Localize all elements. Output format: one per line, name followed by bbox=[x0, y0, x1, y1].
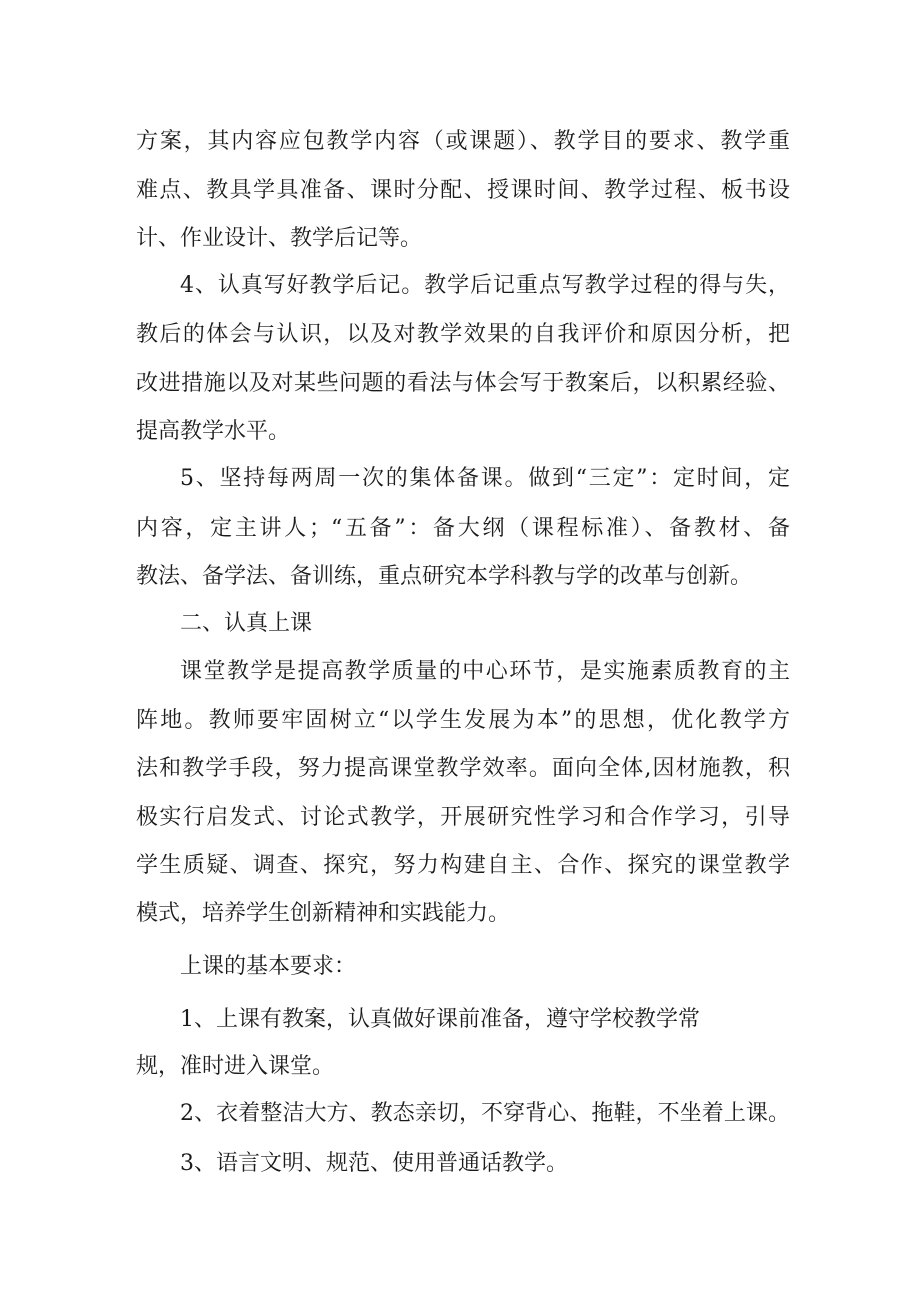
text-line: 计、作业设计、教学后记等。 bbox=[136, 226, 423, 251]
text-line: 3、语言文明、规范、使用普通话教学。 bbox=[180, 1151, 568, 1176]
text-line: 极实行启发式、讨论式教学，开展研究性学习和合作学习，引导 bbox=[136, 805, 790, 830]
text-line: 阵地。教师要牢固树立“以学生发展为本”的思想，优化教学方 bbox=[136, 708, 790, 733]
text-line: 上课的基本要求： bbox=[180, 954, 357, 979]
text-line: 规，准时进入课堂。 bbox=[136, 1054, 335, 1079]
text-line: 法和教学手段，努力提高课堂教学效率。面向全体,因材施教，积 bbox=[136, 756, 790, 781]
section-heading: 二、认真上课 bbox=[180, 611, 313, 636]
text-line: 学生质疑、调查、探究，努力构建自主、合作、探究的课堂教学 bbox=[136, 853, 790, 878]
text-line: 5、坚持每两周一次的集体备课。做到“三定”：定时间，定 bbox=[180, 466, 790, 491]
text-line: 改进措施以及对某些问题的看法与体会写于教案后，以积累经验、 bbox=[136, 371, 790, 396]
text-line: 教后的体会与认识，以及对教学效果的自我评价和原因分析，把 bbox=[136, 322, 790, 347]
text-line: 难点、教具学具准备、课时分配、授课时间、教学过程、板书设 bbox=[136, 178, 790, 203]
text-line: 方案，其内容应包教学内容（或课题）、教学目的要求、教学重 bbox=[136, 129, 790, 154]
text-line: 内容，定主讲人；“五备”：备大纲（课程标准）、备教材、备 bbox=[136, 516, 790, 541]
text-line: 提高教学水平。 bbox=[136, 419, 291, 444]
text-line: 模式，培养学生创新精神和实践能力。 bbox=[136, 901, 511, 926]
text-line: 2、衣着整洁大方、教态亲切，不穿背心、拖鞋，不坐着上课。 bbox=[180, 1101, 790, 1126]
text-line: 教法、备学法、备训练，重点研究本学科教与学的改革与创新。 bbox=[136, 564, 753, 589]
text-line: 课堂教学是提高教学质量的中心环节，是实施素质教育的主 bbox=[180, 659, 790, 684]
text-line: 4、认真写好教学后记。教学后记重点写教学过程的得与失， bbox=[180, 273, 790, 298]
text-line: 1、上课有教案，认真做好课前准备，遵守学校教学常 bbox=[180, 1007, 700, 1032]
